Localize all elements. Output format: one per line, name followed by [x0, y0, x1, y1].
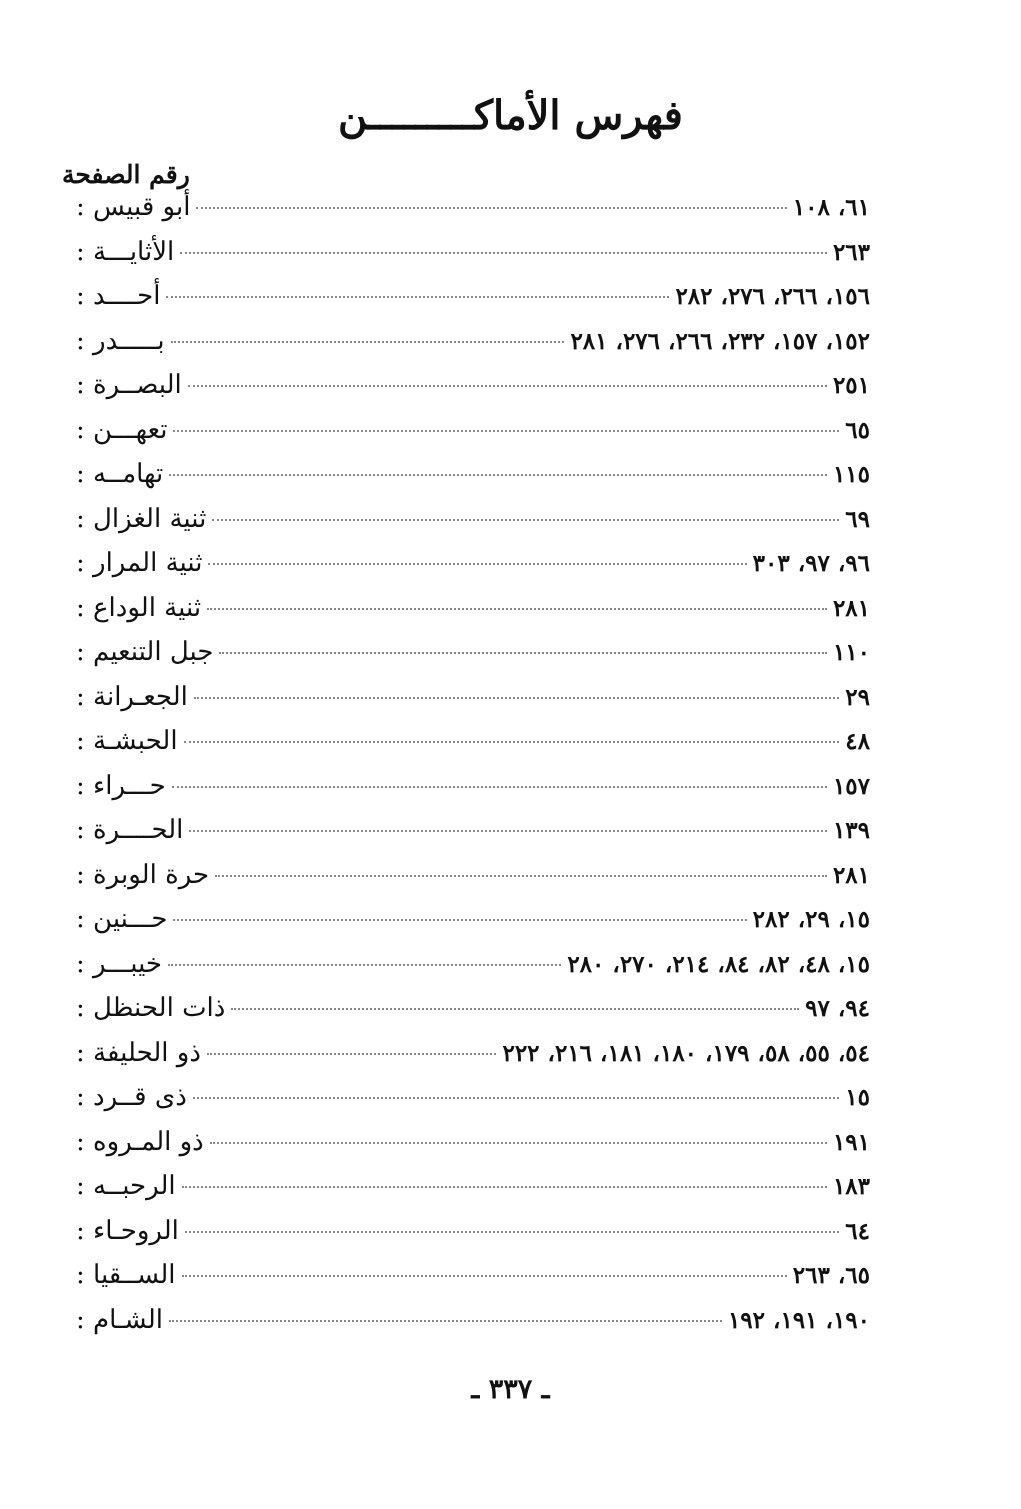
- index-entry: [62, 682, 870, 727]
- index-entry: [62, 771, 870, 816]
- place-name: تعهـــن :: [76, 414, 168, 445]
- place-name: البصــرة :: [76, 370, 182, 400]
- index-entry: [62, 370, 870, 415]
- places-index-list: [62, 192, 870, 1349]
- index-entry: [62, 904, 870, 949]
- dot-leader: [194, 697, 839, 699]
- dot-leader: [169, 1320, 722, 1322]
- dot-leader: [219, 652, 827, 654]
- dot-leader: [231, 1008, 799, 1010]
- dot-leader: [184, 741, 840, 743]
- index-entry: [62, 949, 870, 994]
- index-entry: [62, 1305, 870, 1350]
- page-refs: ٢٨١: [832, 594, 870, 622]
- page-refs: ١٥: [845, 1084, 870, 1111]
- place-name: حرة الوبرة :: [76, 859, 210, 890]
- page-refs: ٦٩: [845, 505, 870, 533]
- place-name: ذو المـروه :: [76, 1126, 204, 1157]
- index-entry: [62, 1171, 870, 1216]
- index-entry: [62, 192, 870, 237]
- dot-leader: [166, 296, 669, 298]
- index-entry: [62, 1082, 870, 1127]
- place-name: الحــــرة :: [76, 815, 184, 845]
- dot-leader: [180, 252, 827, 254]
- page-refs: ٢٨١: [832, 861, 870, 889]
- place-name: خيبـــر :: [76, 948, 162, 979]
- place-name: ثنية الوداع :: [76, 592, 202, 623]
- index-entry: [62, 860, 870, 905]
- dot-leader: [172, 786, 827, 788]
- index-entry: [62, 326, 870, 371]
- place-name: الأثايـــة :: [76, 236, 175, 267]
- index-entry: [62, 993, 870, 1038]
- page-refs: ٤٨: [845, 728, 870, 755]
- dot-leader: [169, 474, 827, 476]
- page-refs: ١٥، ٤٨، ٨٢، ٨٤، ٢١٤، ٢٧٠، ٢٨٠: [567, 950, 870, 978]
- place-name: جبل التنعيم :: [76, 637, 214, 667]
- page-refs: ٢٩: [845, 683, 870, 711]
- index-entry: [62, 726, 870, 771]
- dot-leader: [168, 964, 561, 966]
- place-name: بـــــدر :: [76, 325, 165, 356]
- index-entry: [62, 593, 870, 638]
- place-name: الرحبــه :: [76, 1171, 176, 1201]
- page-title: فهرس الأماكـــــــــن: [338, 92, 683, 139]
- index-entry: [62, 1260, 870, 1305]
- index-entry: [62, 637, 870, 682]
- place-name: الجعـرانة :: [76, 681, 188, 712]
- page-refs: ٥٤، ٥٥، ٥٨، ١٧٩، ١٨٠، ١٨١، ٢١٦، ٢٢٢: [502, 1039, 870, 1067]
- dot-leader: [215, 875, 827, 877]
- index-entry: [62, 1038, 870, 1083]
- page-refs: ١٣٩: [832, 817, 870, 844]
- dot-leader: [196, 207, 786, 209]
- page-refs: ٩٦، ٩٧، ٣٠٣: [752, 550, 870, 577]
- page-refs: ١٨٣: [832, 1173, 870, 1200]
- page-refs: ١٩١: [832, 1128, 870, 1156]
- index-entry: [62, 415, 870, 460]
- place-name: أحــــد :: [76, 281, 161, 311]
- place-name: ثنية المرار :: [76, 548, 203, 578]
- page-refs: ٦٥: [845, 416, 870, 444]
- dot-leader: [193, 1097, 839, 1099]
- index-entry: [62, 1216, 870, 1261]
- page-refs: ١١٠: [832, 639, 870, 666]
- dot-leader: [182, 1186, 827, 1188]
- dot-leader: [189, 830, 827, 832]
- dot-leader: [188, 385, 827, 387]
- dot-leader: [171, 341, 565, 343]
- dot-leader: [208, 563, 746, 565]
- dot-leader: [212, 519, 839, 521]
- index-entry: [62, 504, 870, 549]
- index-entry: [62, 237, 870, 282]
- dot-leader: [173, 430, 839, 432]
- page-refs: ١٥، ٢٩، ٢٨٢: [752, 906, 870, 933]
- dot-leader: [182, 1275, 787, 1277]
- page-number: ـ ٣٣٧ ـ: [471, 1374, 550, 1405]
- place-name: ذو الحليفة :: [76, 1037, 201, 1068]
- place-name: الشـام :: [76, 1304, 164, 1335]
- page-refs: ١٥٦، ٢٦٦، ٢٧٦، ٢٨٢: [675, 283, 870, 310]
- place-name: ثنية الغزال :: [76, 503, 207, 534]
- dot-leader: [173, 919, 746, 921]
- place-name: الحبشـة :: [76, 726, 178, 756]
- dot-leader: [210, 1142, 827, 1144]
- place-name: الســقيا :: [76, 1260, 176, 1290]
- index-entry: [62, 281, 870, 326]
- page-refs: ٦١، ١٠٨: [792, 194, 870, 221]
- place-name: ذات الحنظل :: [76, 993, 226, 1023]
- place-name: أبو قبيس :: [76, 192, 191, 222]
- place-name: حـــنين :: [76, 904, 168, 934]
- page-refs: ٦٥، ٢٦٣: [792, 1262, 870, 1289]
- index-entry: [62, 815, 870, 860]
- index-entry: [62, 1127, 870, 1172]
- page-number-column-header: رقم الصفحة: [62, 160, 190, 189]
- page-refs: ٩٤، ٩٧: [805, 995, 870, 1022]
- dot-leader: [207, 608, 827, 610]
- place-name: ذى قــرد :: [76, 1082, 187, 1112]
- index-entry: [62, 548, 870, 593]
- page-refs: ١٥٢، ١٥٧، ٢٣٢، ٢٦٦، ٢٧٦، ٢٨١: [570, 327, 870, 355]
- page-refs: ١٥٧: [832, 772, 870, 800]
- place-name: تهامــه :: [76, 459, 164, 489]
- page-refs: ٢٥١: [832, 372, 870, 399]
- dot-leader: [185, 1231, 839, 1233]
- page-refs: ١١٥: [832, 461, 870, 488]
- page-refs: ١٩٠، ١٩١، ١٩٢: [727, 1306, 870, 1334]
- page-refs: ٦٤: [845, 1217, 870, 1245]
- place-name: حـــراء :: [76, 770, 166, 801]
- place-name: الروحـاء :: [76, 1215, 179, 1246]
- page-refs: ٢٦٣: [832, 238, 870, 266]
- dot-leader: [207, 1053, 497, 1055]
- index-entry: [62, 459, 870, 504]
